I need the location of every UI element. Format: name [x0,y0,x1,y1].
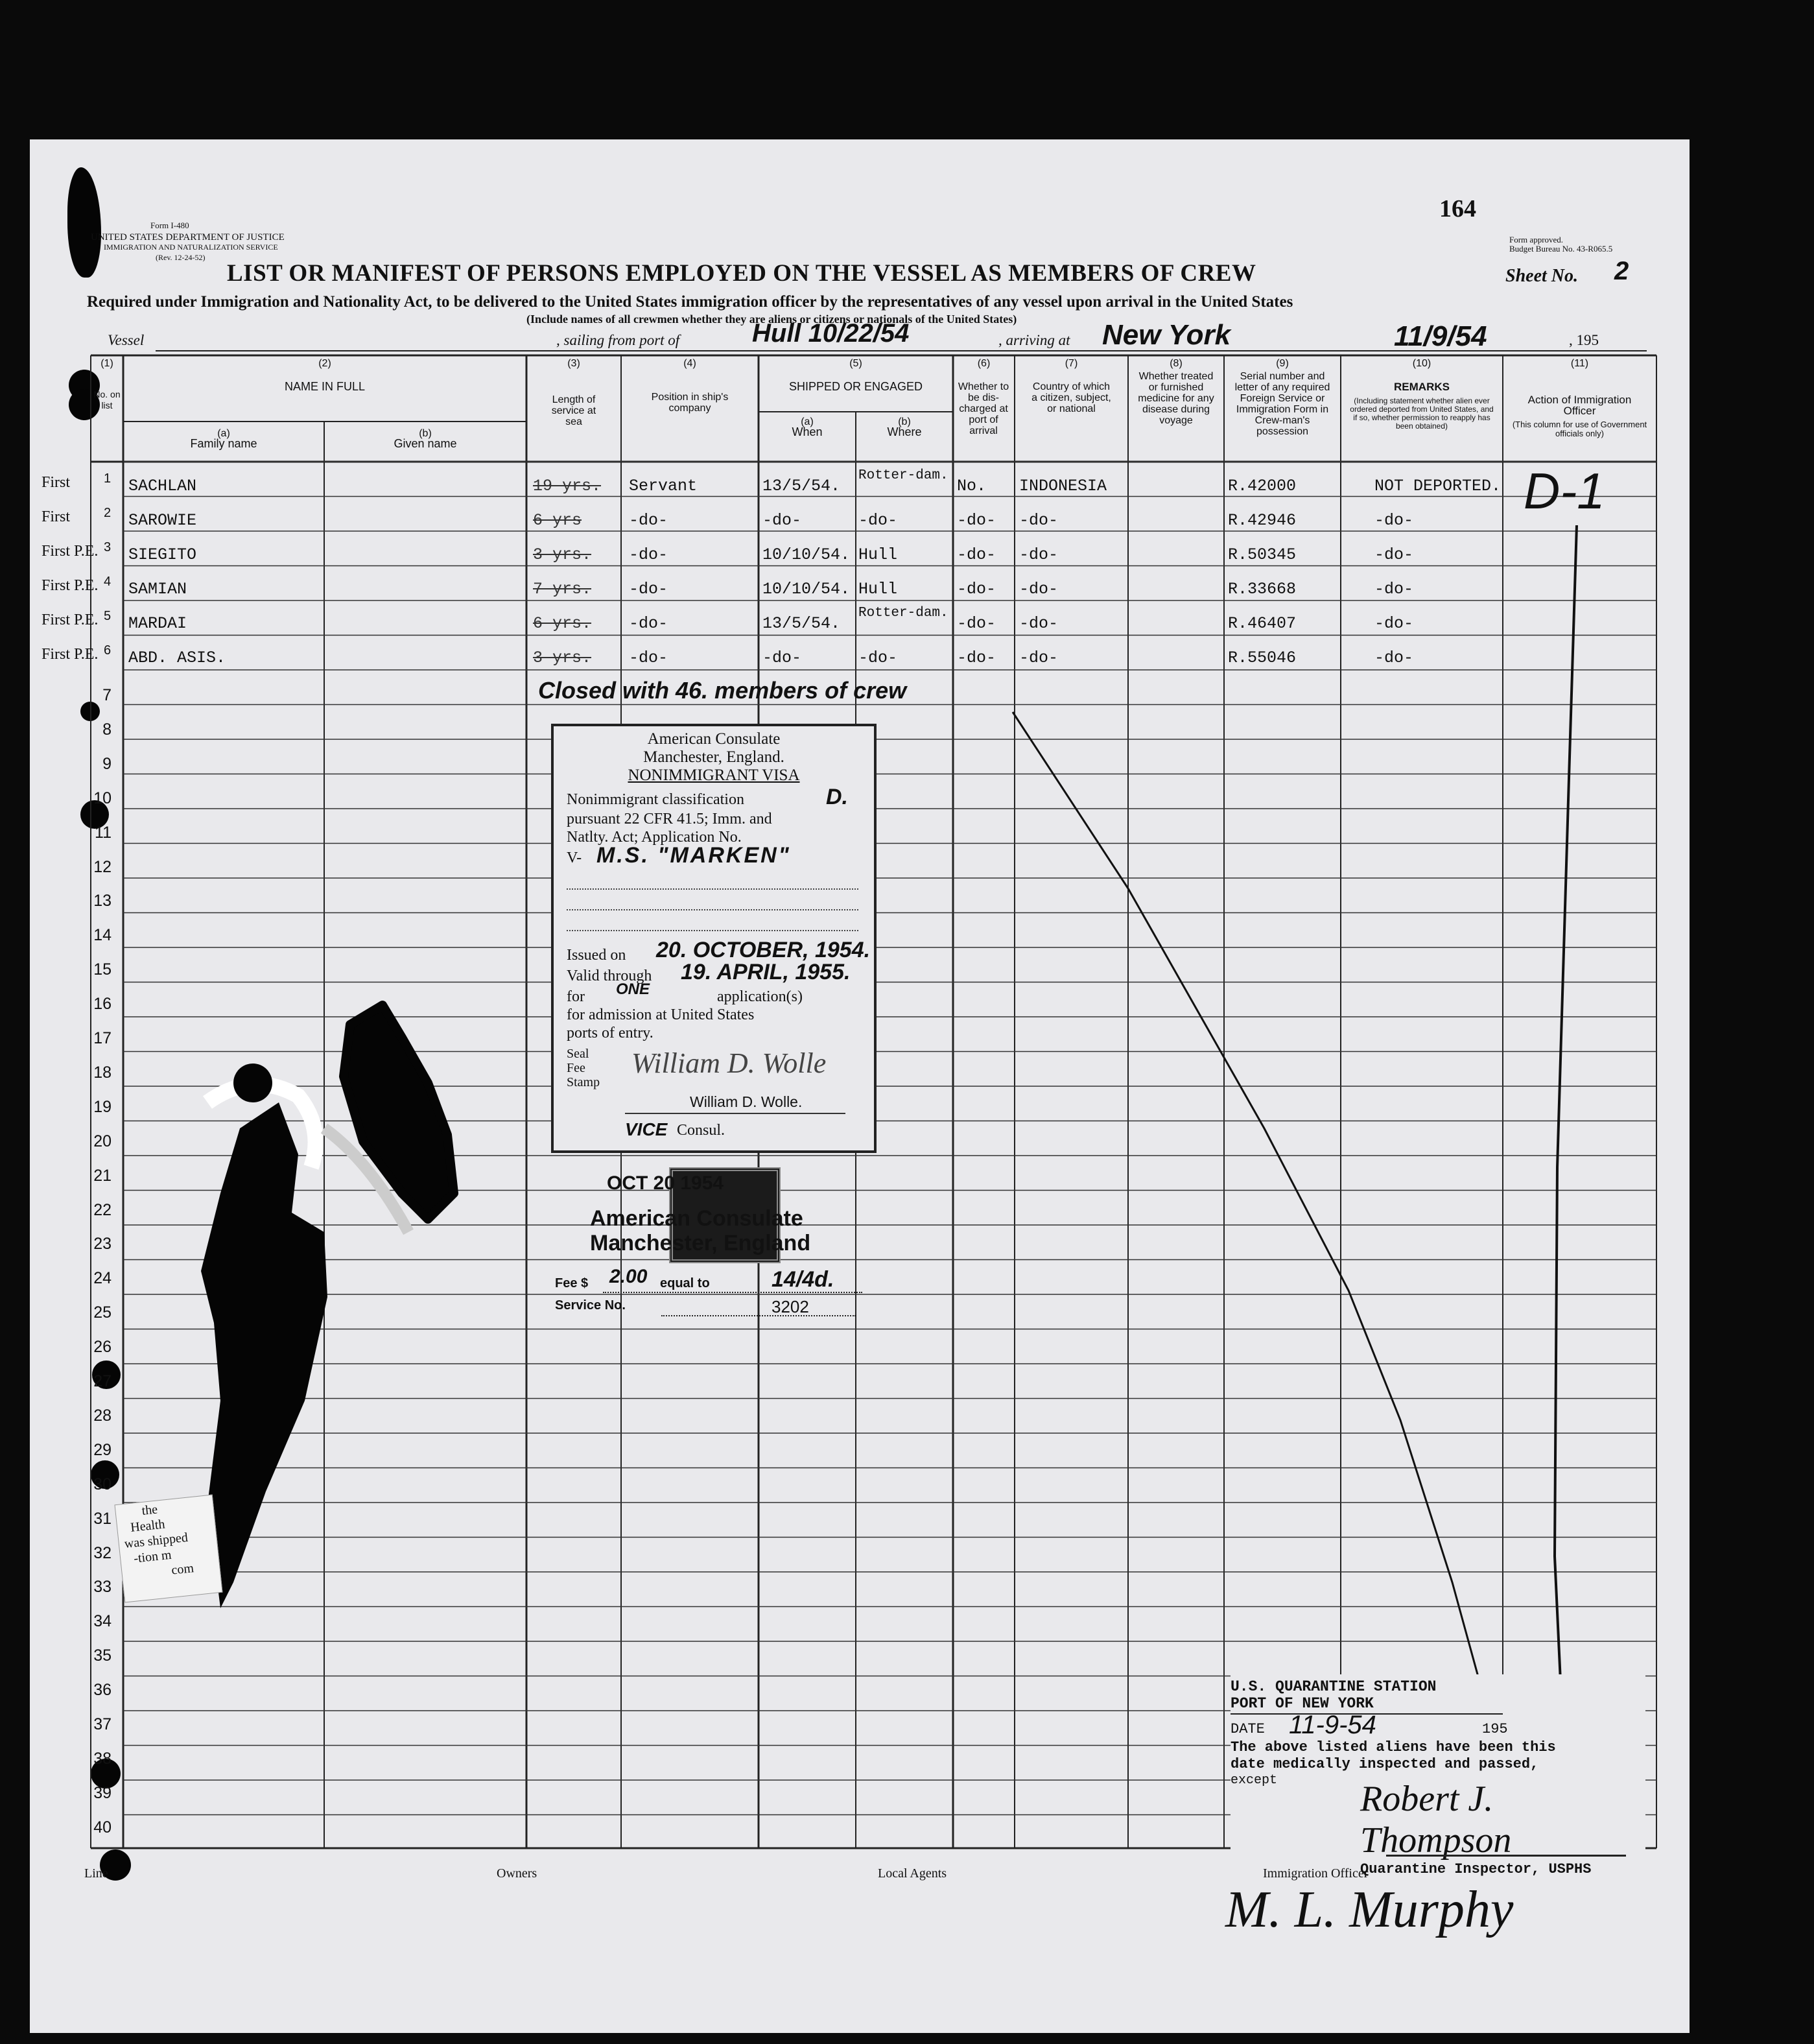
visa-vessel: M.S. "MARKEN" [596,843,791,868]
col11-num: (11) [1570,358,1589,369]
cell-serial: R.50345 [1228,545,1297,564]
row-number-label: 37 [93,1715,112,1733]
service-label: Service No. [555,1298,626,1313]
col3-num: (3) [567,358,580,369]
cell-country: -do- [1019,511,1059,530]
cell-service: 3 yrs. [533,648,592,667]
col10-label: REMARKS [1394,381,1450,393]
cell-family: SAMIAN [128,580,187,599]
cell-service: 19 yrs. [533,477,602,495]
col5a-num: (a) [801,416,814,427]
torn-fragment [114,1494,222,1602]
row-number-label: 25 [93,1303,112,1322]
row-number-label: 13 [93,892,112,910]
fragment-line: -tion m [133,1547,172,1566]
row-number: 4 [104,575,112,589]
row-number-label: 7 [102,686,112,704]
cell-country: -do- [1019,545,1059,564]
cell-family: MARDAI [128,614,187,633]
closing-note: Closed with 46. members of crew [538,677,907,704]
col6-num: (6) [977,358,991,369]
inspection-text: date medically inspected and passed, [1231,1756,1539,1772]
officer-signature: M. L. Murphy [1225,1881,1514,1938]
row-number-label: 21 [93,1166,112,1185]
col2b-label: Given name [394,437,457,450]
arriving-label: , arriving at [998,332,1070,348]
fee-equal-value: 14/4d. [772,1267,834,1292]
col4-label: Position in ship's company [651,392,729,414]
cell-family: SACHLAN [128,477,197,495]
consulate-name: American Consulate [647,730,781,748]
inspection-text: The above listed aliens have been this [1231,1739,1556,1755]
budget-number: Budget Bureau No. 43-R065.5 [1509,244,1613,254]
col7-num: (7) [1065,358,1078,369]
col2a-label: Family name [190,437,257,450]
row-number-label: 36 [93,1681,112,1700]
blank-line [567,888,858,890]
fragment-line: Health [130,1517,166,1535]
cell-serial: R.55046 [1228,648,1297,667]
vessel-prefix: V- [567,850,582,866]
cell-service: 6 yrs. [533,614,592,633]
vessel-label: Vessel [108,332,145,348]
col11-note: (This column for use of Government officials only) [1512,420,1647,438]
cell-where: Rotter-dam. [858,468,948,483]
fee-stamp-line1: American Consulate [590,1206,803,1231]
application-label: application(s) [717,988,803,1005]
col7-label: Country of which a citizen, subject, or national [1031,381,1111,414]
row-number: 2 [104,506,112,520]
cell-when: -do- [762,648,802,667]
cell-country: -do- [1019,580,1059,599]
agency-service: IMMIGRATION AND NATURALIZATION SERVICE [104,243,278,252]
cell-when: 13/5/54. [762,614,841,633]
cell-discharged: No. [957,477,987,495]
col5-label: SHIPPED OR ENGAGED [788,380,923,393]
ports-line: ports of entry. [567,1025,654,1041]
cell-discharged: -do- [957,648,996,667]
fee-equal-label: equal to [660,1276,710,1290]
col11-label: Action of Immigration Officer [1527,394,1632,417]
cell-country: INDONESIA [1019,477,1107,495]
footer-line-label: Line [84,1866,108,1881]
row-number-label: 39 [93,1783,112,1802]
cell-discharged: -do- [957,511,996,530]
cell-position: -do- [629,648,668,667]
cell-remarks: -do- [1374,511,1414,530]
cell-country: -do- [1019,648,1059,667]
arrival-port: New York [1102,319,1231,351]
row-number-label: 15 [93,960,112,979]
cell-service: 7 yrs. [533,580,592,599]
cell-position: -do- [629,545,668,564]
consul-name: William D. Wolle. [690,1093,803,1110]
col2b-num: (b) [419,428,432,439]
col5-num: (5) [849,358,862,369]
col1-num: (1) [100,358,113,369]
row-number-label: 34 [93,1612,112,1631]
signature-line [625,1113,845,1114]
fee-stamp-line2: Manchester, England [590,1231,811,1255]
col5b-num: (b) [898,416,911,427]
row-number-label: 27 [93,1372,112,1390]
col9-num: (9) [1276,358,1289,369]
cell-serial: R.42946 [1228,511,1297,530]
col10-num: (10) [1412,358,1431,369]
row-prefix: First [41,508,71,525]
cell-where: Hull [858,545,898,564]
valid-date: 19. APRIL, 1955. [681,960,851,984]
row-number-label: 31 [93,1509,112,1528]
fragment-line: the [141,1502,159,1518]
cell-position: Servant [629,477,698,495]
col9-label: Serial number and letter of any required Foreign Service or Immigration Form in Crew-man's possession [1234,371,1330,437]
row-number-label: 30 [93,1475,112,1493]
service-number: 3202 [772,1297,809,1316]
row-number-label: 24 [93,1269,112,1288]
quarantine-signature: Robert J. Thompson [1360,1779,1512,1860]
cell-country: -do- [1019,614,1059,633]
col6-label: Whether to be dis-charged at port of arrival [958,381,1009,436]
quarantine-port: PORT OF NEW YORK [1231,1695,1374,1712]
row-number: 3 [104,540,112,554]
except-label: except [1231,1773,1278,1788]
row-number-label: 14 [93,926,112,945]
torn-seal-area [194,999,493,1608]
col2-num: (2) [318,358,331,369]
row-number-label: 26 [93,1338,112,1357]
fee-stamp-date: OCT 20 1954 [607,1172,724,1194]
form-subtitle-note: (Include names of all crewmen whether they are aliens or citizens or nationals of the United States) [526,313,1017,326]
row-number-label: 22 [93,1200,112,1219]
row-prefix: First P.E. [41,612,99,628]
cell-family: SIEGITO [128,545,197,564]
cell-remarks: NOT DEPORTED. [1374,477,1502,495]
agency-name: UNITED STATES DEPARTMENT OF JUSTICE [91,232,285,243]
arrival-date: 11/9/54 [1394,320,1487,352]
sheet-label: Sheet No. [1505,266,1578,286]
cell-remarks: -do- [1374,648,1414,667]
cell-serial: R.42000 [1228,477,1297,495]
fee-value: 2.00 [609,1266,648,1287]
service-line [661,1315,856,1316]
col2-label: NAME IN FULL [284,380,366,393]
for-label: for [567,988,585,1005]
form-number: Form I-480 [150,220,189,230]
row-number-label: 29 [93,1440,112,1459]
row-number: 6 [104,643,112,658]
consul-title: Consul. [677,1122,725,1139]
cell-when: 13/5/54. [762,477,841,495]
year-suffix: , 195 [1569,332,1599,348]
sailing-port: Hull 10/22/54 [752,319,910,348]
cell-discharged: -do- [957,614,996,633]
issued-label: Issued on [567,947,626,964]
cell-remarks: -do- [1374,614,1414,633]
quarantine-stamp [1231,1674,1645,1869]
col4-num: (4) [683,358,696,369]
action-mark: D-1 [1524,462,1605,519]
cell-position: -do- [629,580,668,599]
row-number-label: 38 [93,1749,112,1768]
cell-position: -do- [629,614,668,633]
col2a-num: (a) [217,428,230,439]
cell-serial: R.33668 [1228,580,1297,599]
sailing-label: , sailing from port of [556,332,680,348]
row-prefix: First P.E. [41,577,99,594]
form-subtitle: Required under Immigration and Nationality Act, to be delivered to the United States immigration officer by the representatives of any vessel upon arrival in the United States [87,293,1293,311]
consul-rank: VICE [625,1119,668,1139]
application-line: Natlty. Act; Application No. [567,829,742,846]
col8-label: Whether treated or furnished medicine for any disease during voyage [1138,371,1214,426]
visa-stamp [551,724,877,1153]
blank-line [567,930,858,931]
cell-service: 3 yrs. [533,545,592,564]
consul-signature: William D. Wolle [631,1047,827,1079]
col5a-label: When [792,425,823,438]
row-number-label: 33 [93,1578,112,1597]
row-number-label: 19 [93,1097,112,1116]
fee-label: Fee $ [555,1276,589,1290]
form-title: LIST OR MANIFEST OF PERSONS EMPLOYED ON THE VESSEL AS MEMBERS OF CREW [227,260,1256,287]
cell-when: 10/10/54. [762,545,851,564]
cell-remarks: -do- [1374,545,1414,564]
row-number-label: 35 [93,1646,112,1665]
application-count: ONE [616,980,650,998]
footer-owners: Owners [497,1866,537,1881]
col8-num: (8) [1170,358,1183,369]
form-approval: Form approved. [1509,235,1564,244]
vessel-underline [156,350,1647,351]
row-number: 5 [104,609,112,623]
footer-agents: Local Agents [878,1866,947,1881]
row-prefix: First [41,474,71,491]
row-number-label: 16 [93,995,112,1014]
col5b-label: Where [887,425,922,438]
inspection-date: 11-9-54 [1289,1711,1376,1739]
cell-when: -do- [762,511,802,530]
regulation-line: pursuant 22 CFR 41.5; Imm. and [567,811,772,827]
cell-where: -do- [858,648,898,667]
cell-when: 10/10/54. [762,580,851,599]
row-number-label: 40 [93,1818,112,1836]
fee-line [603,1292,862,1293]
row-number-label: 11 [95,823,112,842]
sheet-number: 2 [1614,257,1629,285]
form-revision: (Rev. 12-24-52) [156,253,206,262]
footer-officer: Immigration Officer [1263,1866,1369,1881]
quarantine-station: U.S. QUARANTINE STATION [1231,1678,1437,1695]
row-prefix: First P.E. [41,646,99,663]
row-number-label: 28 [93,1406,112,1425]
row-number-label: 9 [102,754,112,773]
seal-label: Seal [567,1047,589,1061]
inspector-title: Quarantine Inspector, USPHS [1360,1861,1592,1877]
row-number-label: 23 [93,1235,112,1254]
issued-date: 20. OCTOBER, 1954. [656,938,871,962]
row-number-label: 8 [102,720,112,739]
fragment-line: was shipped [123,1530,189,1552]
col3-label: Length of service at sea [551,394,596,427]
col10-note: (Including statement whether alien ever ordered deported from United States, and if so, whether permission to reapply has been obtained) [1350,396,1494,431]
row-number-label: 10 [93,789,112,807]
admission-line: for admission at United States [567,1006,755,1023]
row-number-label: 12 [93,857,112,876]
visa-type: NONIMMIGRANT VISA [628,766,800,784]
consulate-city: Manchester, England. [643,748,784,766]
row-number-label: 18 [93,1063,112,1082]
page-number: 164 [1439,195,1476,222]
cell-discharged: -do- [957,580,996,599]
row-number: 1 [104,471,112,486]
cell-family: SAROWIE [128,511,197,530]
cell-family: ABD. ASIS. [128,648,226,667]
row-number-label: 32 [93,1543,112,1562]
fee-label: Fee [567,1061,585,1075]
cell-where: Hull [858,580,898,599]
blank-line [567,909,858,910]
stamp-label: Stamp [567,1075,600,1089]
row-prefix: First P.E. [41,543,99,560]
classification-value: D. [826,785,848,809]
date-label: DATE [1231,1721,1265,1737]
signature-rule [1386,1855,1626,1857]
cell-where: -do- [858,511,898,530]
fragment-line: com [171,1561,194,1578]
cell-remarks: -do- [1374,580,1414,599]
valid-label: Valid through [567,968,652,984]
cell-discharged: -do- [957,545,996,564]
cell-position: -do- [629,511,668,530]
cell-where: Rotter-dam. [858,606,948,621]
date-year: 195 [1482,1721,1508,1737]
col1-label: No. on list [93,389,121,410]
classification-label: Nonimmigrant classification [567,791,744,808]
row-number-label: 17 [93,1029,112,1047]
row-number-label: 20 [93,1132,112,1150]
cell-serial: R.46407 [1228,614,1297,633]
cell-service: 6 yrs [533,511,582,530]
